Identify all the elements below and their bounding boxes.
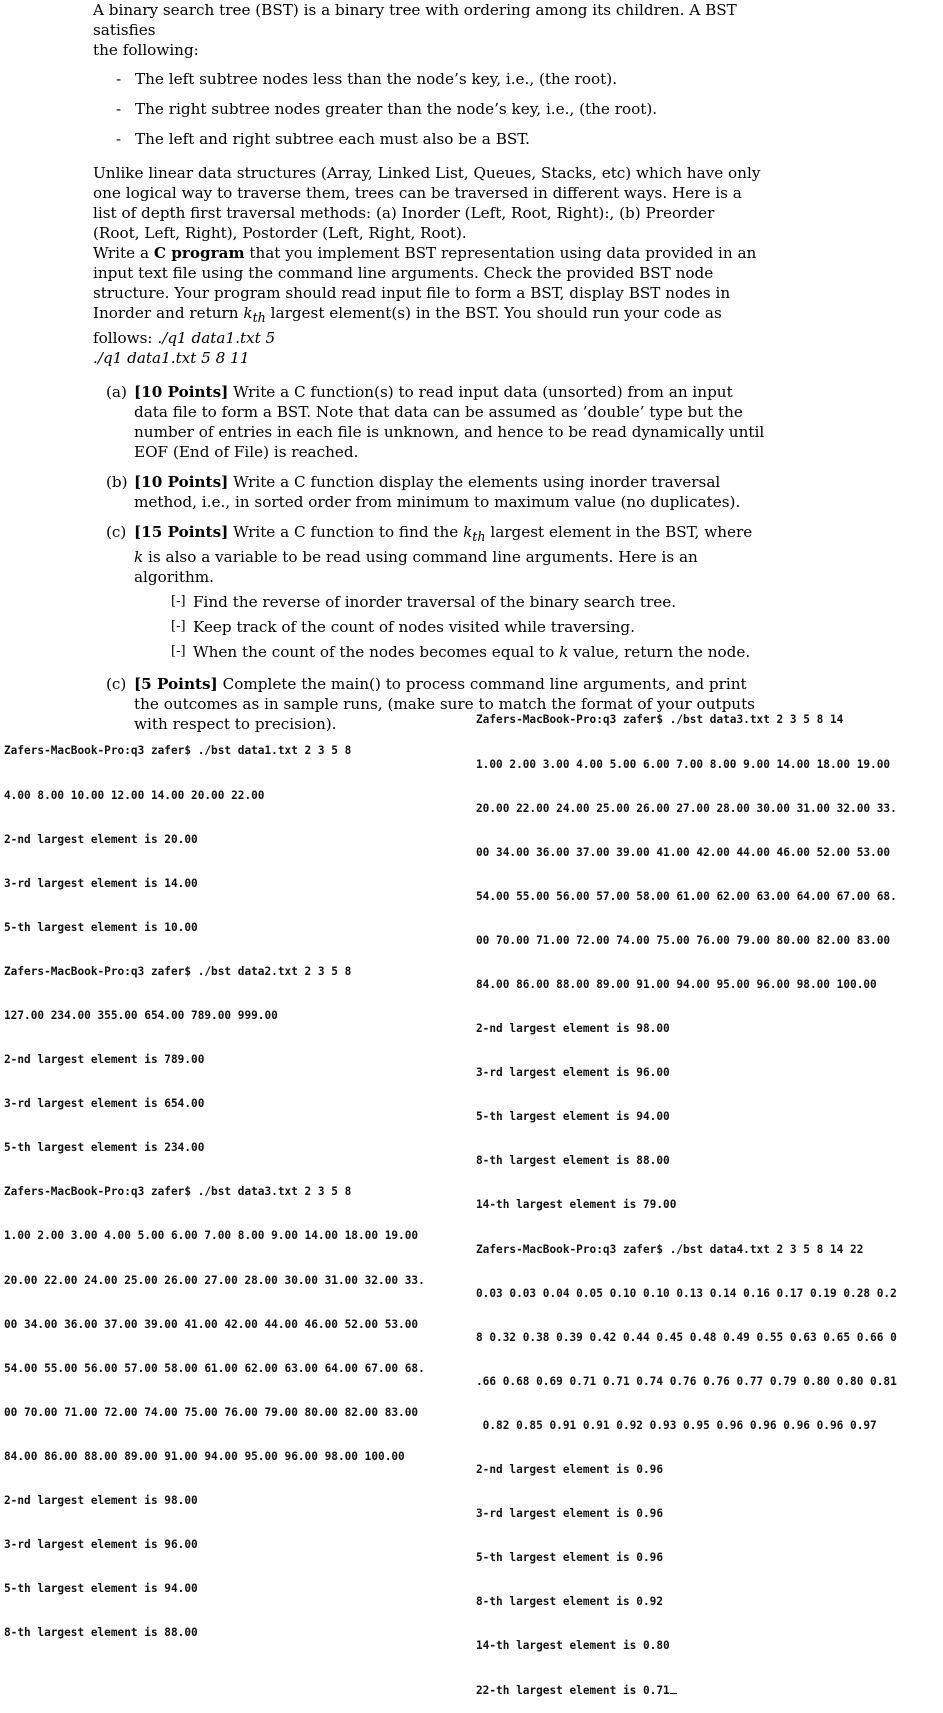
task-write-a: Write a — [93, 244, 150, 262]
terminal-line: 3-rd largest element is 96.00 — [476, 1066, 670, 1080]
terminal-line: 0.82 0.85 0.91 0.91 0.92 0.93 0.95 0.96 0.96 0.96 0.96 0.97 — [476, 1418, 877, 1432]
question-c-label: (c) — [106, 523, 127, 542]
terminal-line: 5-th largest element is 0.96 — [476, 1551, 664, 1565]
terminal-line: Zafers-MacBook-Pro:q3 zafer$ ./bst data1.txt 2 3 5 8 — [4, 744, 352, 758]
terminal-line: 20.00 22.00 24.00 25.00 26.00 27.00 28.00 30.00 31.00 32.00 33. — [476, 801, 897, 815]
terminal-line: 20.00 22.00 24.00 25.00 26.00 27.00 28.00 30.00 31.00 32.00 33. — [4, 1273, 425, 1287]
intro-paragraph — [93, 0, 765, 60]
question-b-label: (b) — [106, 473, 128, 492]
terminal-line: 00 70.00 71.00 72.00 74.00 75.00 76.00 79.00 80.00 82.00 83.00 — [476, 933, 891, 947]
terminal-line: 54.00 55.00 56.00 57.00 58.00 61.00 62.00 63.00 64.00 67.00 68. — [476, 889, 897, 903]
terminal-line: 5-th largest element is 94.00 — [4, 1582, 198, 1596]
algorithm-step-1: [-] Find the reverse of inorder traversal of the binary search tree. — [171, 592, 765, 612]
terminal-line: 2-nd largest element is 0.96 — [476, 1463, 664, 1476]
terminal-line: 00 34.00 36.00 37.00 39.00 41.00 42.00 44.00 46.00 52.00 53.00 — [4, 1317, 419, 1331]
algorithm-step-3 — [171, 642, 765, 662]
terminal-line: 1.00 2.00 3.00 4.00 5.00 6.00 7.00 8.00 9.00 14.00 18.00 19.00 — [4, 1229, 419, 1243]
terminal-line: 14-th largest element is 0.80 — [476, 1639, 670, 1653]
task-k: k — [243, 304, 253, 322]
terminal-line-last — [476, 1683, 943, 1698]
task-run-command-2: ./q1 data1.txt 5 8 11 — [93, 349, 250, 368]
terminal-line: 2-nd largest element is 98.00 — [476, 1022, 670, 1036]
terminal-line: Zafers-MacBook-Pro:q3 zafer$ ./bst data2.txt 2 3 5 8 — [4, 964, 352, 978]
terminal-line: 00 34.00 36.00 37.00 39.00 41.00 42.00 44.00 46.00 52.00 53.00 — [476, 845, 891, 859]
algorithm-step-3-end: value, return the node. — [573, 643, 751, 662]
question-b-points: [10 Points] — [134, 473, 229, 492]
question-a — [93, 382, 765, 462]
terminal-line: 14-th largest element is 79.00 — [476, 1198, 677, 1212]
bst-properties-list — [93, 69, 765, 149]
terminal-line: 5-th largest element is 94.00 — [476, 1110, 670, 1124]
question-a-points: [10 Points] — [134, 383, 229, 402]
intro-line-1: A binary search tree (BST) is a binary tree with ordering among its children. A BST satisfies — [93, 1, 737, 39]
algorithm-step-3-k: k — [559, 643, 569, 662]
terminal-line: 5-th largest element is 10.00 — [4, 920, 198, 934]
terminal-line: 84.00 86.00 88.00 89.00 91.00 94.00 95.00 96.00 98.00 100.00 — [476, 977, 877, 991]
question-c-text-before: Write a C function to find the — [233, 523, 459, 542]
terminal-line: 2-nd largest element is 789.00 — [4, 1053, 205, 1067]
terminal-line: 3-rd largest element is 654.00 — [4, 1097, 205, 1111]
task-paragraph — [93, 243, 765, 368]
question-d-points: [5 Points] — [134, 675, 218, 694]
terminal-line: 3-rd largest element is 14.00 — [4, 876, 198, 890]
terminal-line: 8-th largest element is 0.92 — [476, 1595, 664, 1609]
terminal-line: 2-nd largest element is 20.00 — [4, 832, 198, 846]
algorithm-step-3-text: When the count of the nodes becomes equal to — [193, 643, 555, 662]
terminal-line: 3-rd largest element is 0.96 — [476, 1507, 664, 1521]
bst-property-subtrees: - The left and right subtree each must also be a BST. — [93, 129, 765, 149]
terminal-line: Zafers-MacBook-Pro:q3 zafer$ ./bst data3.txt 2 3 5 8 14 — [476, 713, 844, 727]
terminal-line: 4.00 8.00 10.00 12.00 14.00 20.00 22.00 — [4, 788, 265, 802]
task-description: that you implement BST representation using data provided in an input text file using the command line arguments. Check the provided BST node structure. Your program should read input file to form a BST, display BST nodes in Inorder and return — [93, 244, 757, 322]
question-a-text: Write a C function(s) to read input data (unsorted) from an input data file to form a BST. Note that data can be assumed as ’double’ type but the number of entries in each file is unknown, and hence to be read dynamically until EOF (End of File) is reached. — [134, 383, 765, 462]
terminal-line: 00 70.00 71.00 72.00 74.00 75.00 76.00 79.00 80.00 82.00 83.00 — [4, 1405, 419, 1419]
task-c-program: C program — [153, 244, 245, 262]
question-a-label: (a) — [106, 383, 127, 402]
terminal-line: 8-th largest element is 88.00 — [476, 1154, 670, 1168]
terminal-cursor — [670, 1683, 677, 1694]
question-d-label: (c) — [106, 675, 127, 694]
terminal-output-left — [4, 715, 474, 1656]
question-c — [93, 522, 765, 662]
task-description-2: largest element(s) in the BST. You should run your code as follows: — [93, 304, 722, 348]
question-c-text-end: is also a variable to be read using command line arguments. Here is an algorithm. — [134, 548, 698, 587]
question-b-text: Write a C function display the elements using inorder traversal method, i.e., in sorted order from minimum to maximum value (no duplicates). — [134, 473, 741, 512]
question-c-k2: k — [134, 548, 144, 567]
task-run-command-1: ./q1 data1.txt 5 — [157, 329, 276, 348]
terminal-line: 0.03 0.03 0.04 0.05 0.10 0.10 0.13 0.14 0.16 0.17 0.19 0.28 0.2 — [476, 1286, 897, 1300]
terminal-line: 3-rd largest element is 96.00 — [4, 1538, 198, 1552]
terminal-line: 5-th largest element is 234.00 — [4, 1141, 205, 1155]
question-c-text-after: largest element in the BST, where — [490, 523, 753, 542]
terminal-line: 54.00 55.00 56.00 57.00 58.00 61.00 62.00 63.00 64.00 67.00 68. — [4, 1361, 425, 1375]
terminal-line: 127.00 234.00 355.00 654.00 789.00 999.00 — [4, 1008, 278, 1022]
terminal-last-text: 22-th largest element is 0.71 — [476, 1684, 670, 1698]
task-th: th — [252, 310, 266, 326]
algorithm-steps — [134, 592, 765, 662]
algorithm-step-2: [-] Keep track of the count of nodes visited while traversing. — [171, 617, 765, 637]
question-b — [93, 472, 765, 512]
question-d-text: Complete the main() to process command line arguments, and print the outcomes as in sample runs, (make sure to match the format of your outputs with respect to precision). — [134, 675, 755, 734]
terminal-line: Zafers-MacBook-Pro:q3 zafer$ ./bst data4.txt 2 3 5 8 14 22 — [476, 1242, 864, 1256]
terminal-line: 1.00 2.00 3.00 4.00 5.00 6.00 7.00 8.00 9.00 14.00 18.00 19.00 — [476, 757, 891, 771]
bst-property-left: - The left subtree nodes less than the node’s key, i.e., (the root). — [93, 69, 765, 89]
intro-line-2: the following: — [93, 41, 199, 59]
question-c-th: th — [472, 529, 486, 545]
traversal-paragraph: Unlike linear data structures (Array, Linked List, Queues, Stacks, etc) which have only one logical way to traverse them, trees can be traversed in different ways. Here is a list of depth first traversal methods: (a) Inorder (Left, Root, Right):, (b) Preorder (Root, Left, Right), Postorder (Left, Right, Root). — [93, 164, 761, 242]
terminal-line: 8-th largest element is 88.00 — [4, 1626, 198, 1640]
assignment-document — [93, 0, 765, 734]
terminal-line: Zafers-MacBook-Pro:q3 zafer$ ./bst data3.txt 2 3 5 8 — [4, 1185, 352, 1199]
terminal-line: .66 0.68 0.69 0.71 0.71 0.74 0.76 0.76 0.77 0.79 0.80 0.80 0.81 — [476, 1374, 897, 1388]
terminal-line: 84.00 86.00 88.00 89.00 91.00 94.00 95.00 96.00 98.00 100.00 — [4, 1449, 405, 1463]
bst-property-right: - The right subtree nodes greater than the node’s key, i.e., (the root). — [93, 99, 765, 119]
terminal-output-right — [476, 684, 943, 1713]
terminal-line: 2-nd largest element is 98.00 — [4, 1494, 198, 1507]
question-c-k: k — [463, 523, 473, 542]
terminal-line: 8 0.32 0.38 0.39 0.42 0.44 0.45 0.48 0.49 0.55 0.63 0.65 0.66 0 — [476, 1330, 897, 1344]
question-c-points: [15 Points] — [134, 523, 229, 542]
